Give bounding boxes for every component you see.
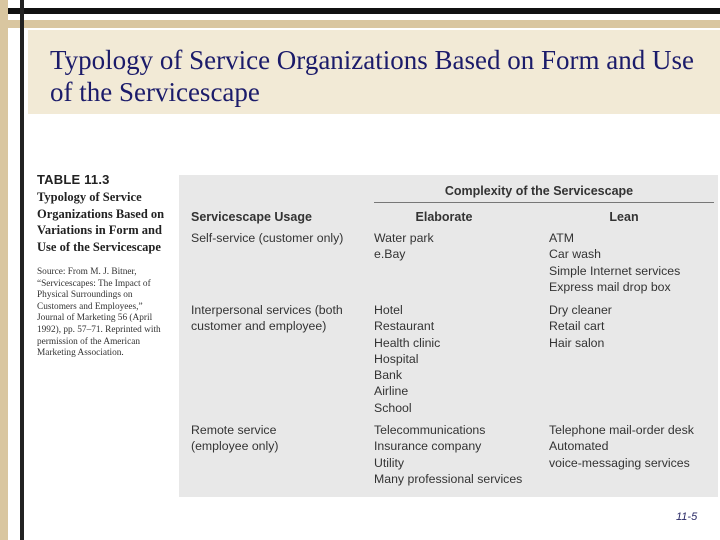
table-cell-text: Health clinic (374, 335, 441, 350)
row-interpersonal-lean (549, 302, 714, 351)
table-cell-text: Interpersonal services (both (191, 303, 343, 317)
header-divider (374, 202, 714, 203)
table-cell-text: Remote service (191, 423, 277, 437)
source-citation: Source: From M. J. Bitner, “Servicescapes: The Impact of Physical Surroundings on Customers and Employees,” Journal of Marketing 56 (April 1992), pp. 57–71. Reprinted with permission of the American Marketing Association. (37, 267, 161, 359)
table-cell-text: voice-messaging services (549, 455, 690, 470)
table-cell-text: Airline (374, 384, 409, 399)
table-cell-text: Self-service (customer only) (191, 231, 344, 245)
table-cell-text: Simple Internet services (549, 263, 681, 278)
table-cell-text: Water park (374, 231, 434, 245)
table-cell-text: Car wash (549, 247, 601, 262)
table-cell-text: Telephone mail-order desk (549, 423, 694, 437)
table-title: Typology of Service Organizations Based on Variations in Form and Use of the Servicescape (37, 190, 165, 254)
table-cell-text: Hotel (374, 303, 403, 317)
left-border-gold (0, 0, 8, 540)
row-self-service-lean (549, 230, 714, 295)
row-self-service-elaborate (374, 230, 544, 263)
column-header-lean: Lean (609, 210, 639, 224)
page-number: 11-5 (676, 511, 698, 523)
row-interpersonal-usage (191, 302, 366, 335)
table-cell-text: ATM (549, 231, 575, 245)
table-cell-text: Express mail drop box (549, 279, 671, 294)
slide-title: Typology of Service Organizations Based on Form and Use of the Servicescape (50, 45, 694, 107)
table-cell-text: (employee only) (191, 439, 279, 454)
table-cell-text: Dry cleaner (549, 303, 612, 317)
table-cell-text: Many professional services (374, 471, 523, 486)
row-remote-usage (191, 422, 366, 455)
table-cell-text: Bank (374, 368, 403, 383)
table-cell-text: customer and employee) (191, 319, 327, 334)
table-cell-text: Automated (549, 439, 609, 454)
row-interpersonal-elaborate (374, 302, 544, 416)
table-cell-text: Utility (374, 455, 405, 470)
table-cell-text: Insurance company (374, 439, 482, 454)
column-header-elaborate: Elaborate (415, 210, 473, 224)
top-border-dark (0, 8, 720, 14)
complexity-header: Complexity of the Servicescape (444, 184, 634, 198)
table-cell-text: Hospital (374, 351, 419, 366)
table-cell-text: Telecommunications (374, 423, 486, 437)
table-cell-text: Restaurant (374, 319, 435, 334)
typology-table (179, 175, 718, 497)
table-cell-text: School (374, 400, 412, 415)
table-number: TABLE 11.3 (37, 172, 110, 187)
row-remote-elaborate (374, 422, 544, 487)
table-cell-text: e.Bay (374, 247, 406, 262)
row-self-service-usage (191, 230, 366, 246)
column-header-usage: Servicescape Usage (191, 210, 312, 224)
left-border-dark (20, 0, 24, 540)
table-caption-block (37, 172, 165, 360)
table-cell-text: Hair salon (549, 335, 605, 350)
top-border-gold (0, 20, 720, 28)
table-cell-text: Retail cart (549, 319, 605, 334)
row-remote-lean (549, 422, 714, 471)
